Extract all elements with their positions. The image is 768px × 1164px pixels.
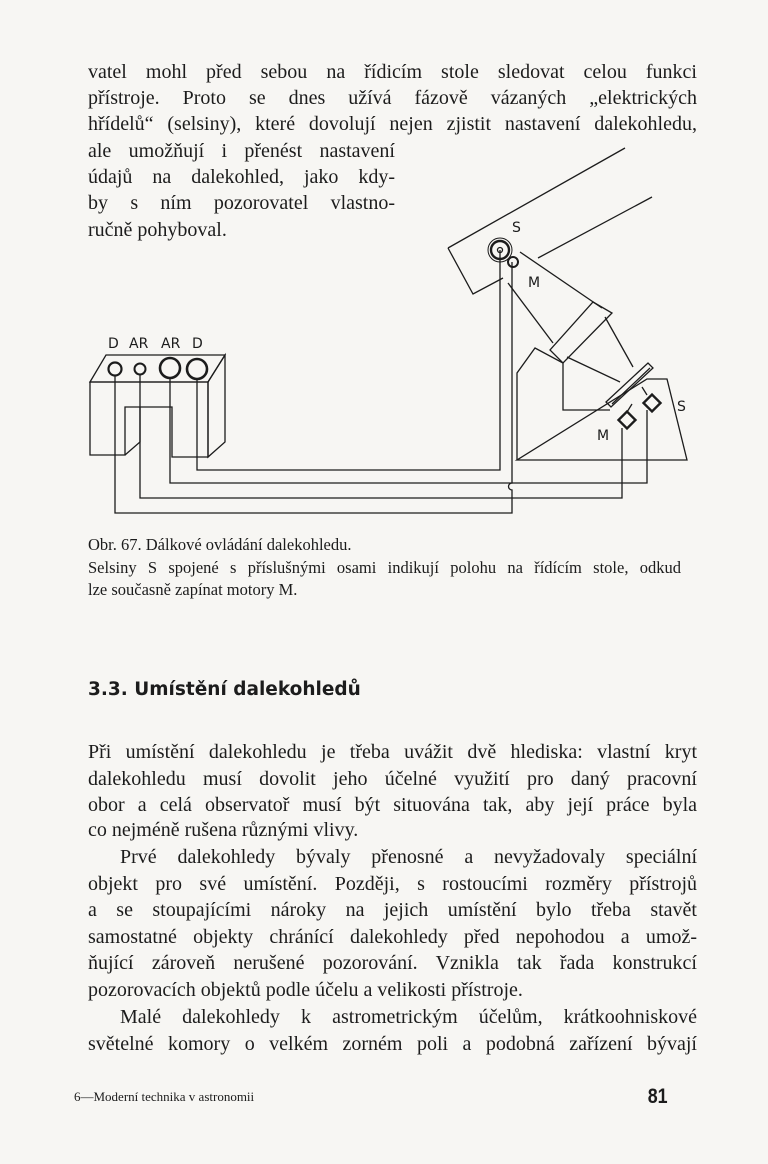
label-m-upper: M [528, 275, 541, 291]
text-line: pozorovacích objektů podle účelu a velikosti přístroje. [88, 979, 523, 1001]
console-label-ar-2: AR [161, 336, 181, 352]
text-line: Prvé dalekohledy bývaly přenosné a nevyžadovaly speciální [120, 846, 697, 868]
text-line: hřídelů“ (selsiny), které dovolují nejen zjistit nastavení dalekohledu, [88, 113, 697, 135]
running-footer: 6—Moderní technika v astronomii [74, 1089, 255, 1104]
motor-m-upper [508, 257, 518, 267]
knob-ar-1 [135, 364, 146, 375]
text-line: Malé dalekohledy k astrometrickým účelům, krátkoohniskové [120, 1006, 697, 1028]
page-number: 81 [647, 1085, 668, 1108]
knob-ar-2 [160, 358, 180, 378]
console-label-d-1: D [108, 336, 119, 352]
text-line: dalekohledu musí dovolit jeho účelné využití pro daný pracovní [88, 768, 697, 790]
text-line: ale umožňují i přenést nastavení [88, 140, 395, 162]
text-line: ručně pohyboval. [88, 219, 227, 241]
figure-caption-title: Obr. 67. Dálkové ovládání dalekohledu. [88, 535, 352, 554]
console-label-d-2: D [192, 336, 203, 352]
telescope [448, 148, 687, 460]
motor-m-lower [619, 412, 636, 429]
text-line: světelné komory o velkém zorném poli a podobná zařízení bývají [88, 1033, 697, 1055]
text-line: objekt pro své umístění. Později, s rostoucími rozměry přístrojů [88, 873, 697, 895]
text-line: co nejméně rušena různými vlivy. [88, 819, 359, 841]
console-label-ar-1: AR [129, 336, 149, 352]
knob-d-2 [187, 359, 207, 379]
text-line: obor a celá observatoř musí být situována tak, aby její práce byla [88, 794, 697, 816]
label-s-lower: S [677, 399, 686, 415]
text-line: ňující zároveň nerušené pozorování. Vznikla tak řada konstrukcí [88, 952, 697, 974]
text-line: údajů na dalekohled, jako kdy- [88, 166, 395, 188]
figure-caption-line: lze současně zapínat motory M. [88, 580, 298, 599]
text-line: samostatné objekty chránící dalekohledy před nepohodou a umož- [88, 926, 697, 948]
text-line: Při umístění dalekohledu je třeba uvážit dvě hlediska: vlastní kryt [88, 741, 697, 763]
text-line: a se stoupajícími nároky na jejich umístění bylo třeba stavět [88, 899, 697, 921]
section-heading: 3.3. Umístění dalekohledů [88, 679, 361, 700]
selsin-s-lower [644, 395, 661, 412]
text-line: vatel mohl před sebou na řídicím stole sledovat celou funkci [88, 61, 697, 83]
label-m-lower: M [597, 428, 610, 444]
text-line: přístroje. Proto se dnes užívá fázově vázaných „elektrických [88, 87, 697, 109]
control-console [90, 355, 225, 457]
label-s-upper: S [512, 220, 521, 236]
knob-d-1 [109, 363, 122, 376]
figure-caption-line: Selsiny S spojené s příslušnými osami indikují polohu na řídícím stole, odkud [88, 558, 681, 577]
text-line: by s ním pozorovatel vlastno- [88, 192, 395, 214]
